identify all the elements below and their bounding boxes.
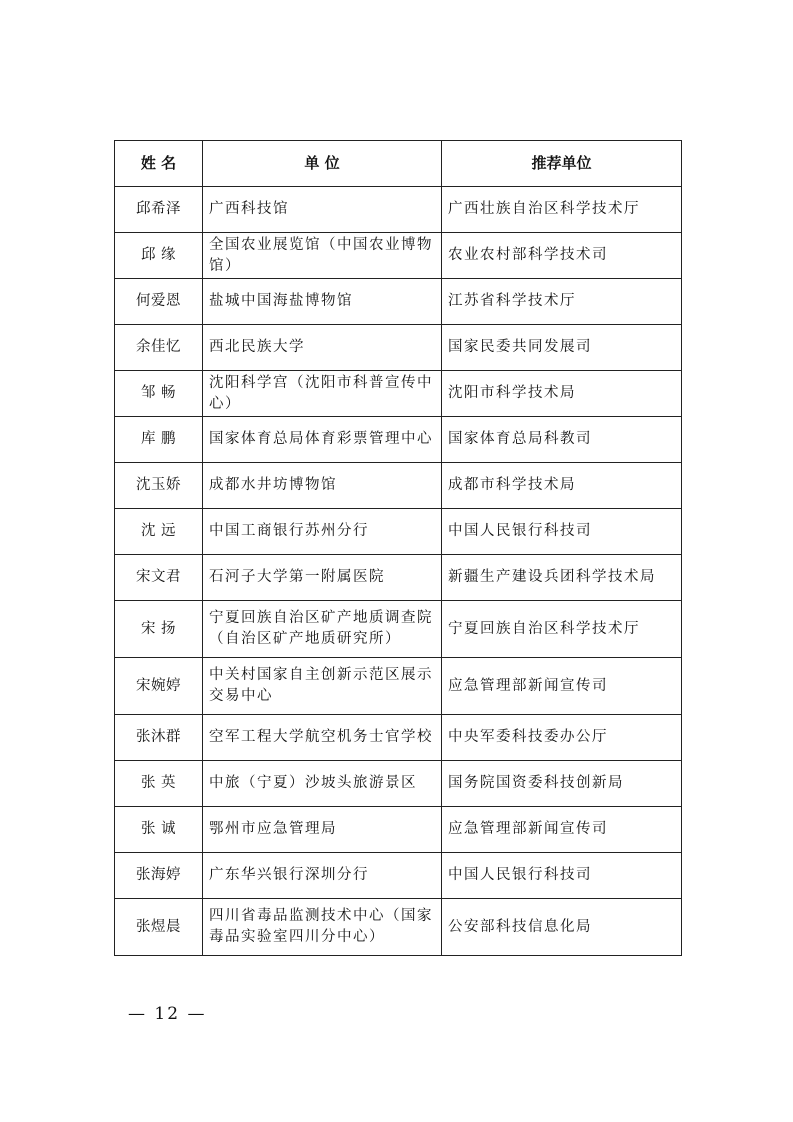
row-name: 张海婷 [115, 853, 203, 899]
row-recommender: 应急管理部新闻宣传司 [442, 807, 682, 853]
table-row [115, 371, 682, 417]
row-recommender: 广西壮族自治区科学技术厅 [442, 187, 682, 233]
table-row [115, 233, 682, 279]
row-unit: 成都水井坊博物馆 [203, 463, 442, 509]
row-recommender: 江苏省科学技术厅 [442, 279, 682, 325]
row-recommender: 农业农村部科学技术司 [442, 233, 682, 279]
row-name: 宋 扬 [115, 601, 203, 658]
row-unit: 宁夏回族自治区矿产地质调查院（自治区矿产地质研究所） [203, 601, 442, 658]
row-unit: 中国工商银行苏州分行 [203, 509, 442, 555]
row-unit: 西北民族大学 [203, 325, 442, 371]
row-unit: 四川省毒品监测技术中心（国家毒品实验室四川分中心） [203, 899, 442, 956]
row-recommender: 新疆生产建设兵团科学技术局 [442, 555, 682, 601]
page-number: — 12 — [128, 1004, 207, 1024]
table-row [115, 853, 682, 899]
table-row [115, 555, 682, 601]
row-name: 张 英 [115, 761, 203, 807]
row-recommender: 国务院国资委科技创新局 [442, 761, 682, 807]
row-recommender: 公安部科技信息化局 [442, 899, 682, 956]
row-name: 宋文君 [115, 555, 203, 601]
row-name: 沈玉娇 [115, 463, 203, 509]
row-unit: 中关村国家自主创新示范区展示交易中心 [203, 658, 442, 715]
row-recommender: 中国人民银行科技司 [442, 509, 682, 555]
row-unit: 国家体育总局体育彩票管理中心 [203, 417, 442, 463]
row-name: 张沐群 [115, 715, 203, 761]
table-row [115, 658, 682, 715]
row-name: 余佳忆 [115, 325, 203, 371]
row-name: 何爱恩 [115, 279, 203, 325]
row-unit: 石河子大学第一附属医院 [203, 555, 442, 601]
row-unit: 广东华兴银行深圳分行 [203, 853, 442, 899]
table-row [115, 187, 682, 233]
row-unit: 盐城中国海盐博物馆 [203, 279, 442, 325]
row-unit: 空军工程大学航空机务士官学校 [203, 715, 442, 761]
table-row [115, 279, 682, 325]
row-recommender: 国家民委共同发展司 [442, 325, 682, 371]
row-recommender: 国家体育总局科教司 [442, 417, 682, 463]
row-recommender: 中央军委科技委办公厅 [442, 715, 682, 761]
row-name: 张 诚 [115, 807, 203, 853]
table-row [115, 463, 682, 509]
row-name: 库 鹏 [115, 417, 203, 463]
row-name: 张煜晨 [115, 899, 203, 956]
row-name: 邱 缘 [115, 233, 203, 279]
row-name: 邱希泽 [115, 187, 203, 233]
table-row [115, 601, 682, 658]
row-unit: 鄂州市应急管理局 [203, 807, 442, 853]
row-name: 邹 畅 [115, 371, 203, 417]
table-row [115, 715, 682, 761]
row-unit: 沈阳科学宫（沈阳市科普宣传中心） [203, 371, 442, 417]
row-recommender: 应急管理部新闻宣传司 [442, 658, 682, 715]
row-unit: 中旅（宁夏）沙坡头旅游景区 [203, 761, 442, 807]
row-recommender: 成都市科学技术局 [442, 463, 682, 509]
header-name: 姓 名 [115, 141, 203, 187]
table-row [115, 509, 682, 555]
award-roster-table [114, 140, 682, 956]
table-row [115, 807, 682, 853]
table-row [115, 899, 682, 956]
row-recommender: 宁夏回族自治区科学技术厅 [442, 601, 682, 658]
row-recommender: 中国人民银行科技司 [442, 853, 682, 899]
header-unit: 单 位 [203, 141, 442, 187]
row-name: 沈 远 [115, 509, 203, 555]
row-name: 宋婉婷 [115, 658, 203, 715]
row-recommender: 沈阳市科学技术局 [442, 371, 682, 417]
table-row [115, 761, 682, 807]
row-unit: 广西科技馆 [203, 187, 442, 233]
header-recommender: 推荐单位 [442, 141, 682, 187]
row-unit: 全国农业展览馆（中国农业博物馆） [203, 233, 442, 279]
table-row [115, 325, 682, 371]
table-row [115, 417, 682, 463]
table-header-row [115, 141, 682, 187]
